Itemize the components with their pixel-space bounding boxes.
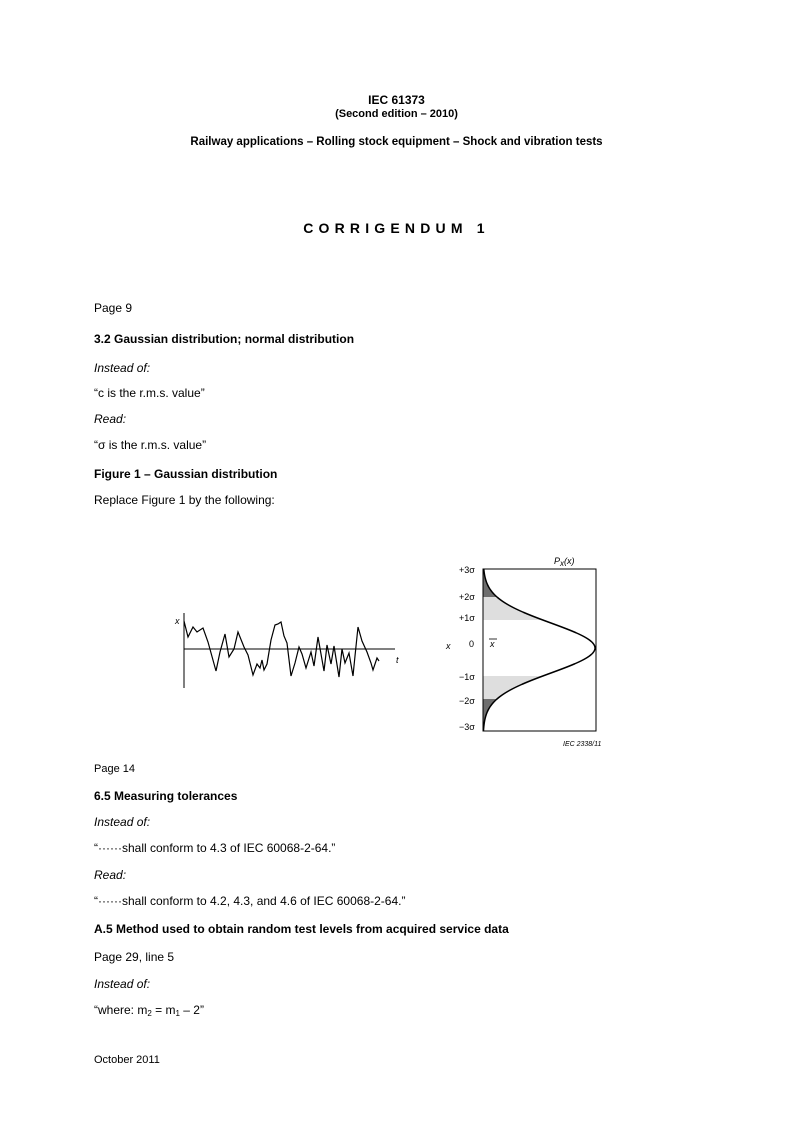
sigma-label-minus1: −1σ <box>459 672 475 682</box>
sigma-label-minus2: −2σ <box>459 696 475 706</box>
signal-axis-t-label: t <box>396 655 399 665</box>
read-text-2: “······shall conform to 4.2, 4.3, and 4.6 of IEC 60068-2-64.” <box>94 894 406 908</box>
distribution-frame <box>483 569 596 731</box>
section-heading-3-2: 3.2 Gaussian distribution; normal distribution <box>94 332 355 346</box>
gaussian-curve <box>483 569 595 731</box>
dist-axis-x-label: x <box>446 641 451 651</box>
instead-text: “c is the r.m.s. value” <box>94 386 205 400</box>
sigma-label-plus2: +2σ <box>459 592 475 602</box>
figure-heading: Figure 1 – Gaussian distribution <box>94 467 278 481</box>
instead-label-3: Instead of: <box>94 977 151 991</box>
read-label: Read: <box>94 412 127 426</box>
distribution-plot <box>445 556 602 748</box>
gaussian-figure <box>0 540 793 755</box>
page-ref-9: Page 9 <box>94 301 133 315</box>
sigma-label-plus1: +1σ <box>459 613 475 623</box>
instead-label-2: Instead of: <box>94 815 151 829</box>
document-title: Railway applications – Rolling stock equipment – Shock and vibration tests <box>190 136 603 148</box>
mean-label: x <box>490 639 495 649</box>
corrigendum-heading: CORRIGENDUM 1 <box>303 220 490 236</box>
signal-axis-x-label: x <box>175 616 180 626</box>
distribution-title: Px(x) <box>554 556 575 568</box>
read-label-2: Read: <box>94 868 127 882</box>
section-heading-6-5: 6.5 Measuring tolerances <box>94 789 238 803</box>
read-text: “σ is the r.m.s. value” <box>94 438 207 452</box>
sigma-label-minus3: −3σ <box>459 722 475 732</box>
random-signal-plot <box>174 613 399 688</box>
shade-upper-dark <box>483 569 497 597</box>
section-heading-a5: A.5 Method used to obtain random test levels from acquired service data <box>94 922 509 936</box>
edition: (Second edition – 2010) <box>335 108 458 120</box>
instead-label: Instead of: <box>94 361 151 375</box>
page-line-ref: Page 29, line 5 <box>94 950 175 964</box>
page-ref-14: Page 14 <box>94 763 135 775</box>
footer-date: October 2011 <box>94 1054 160 1066</box>
sigma-label-zero: 0 <box>469 639 475 649</box>
sigma-label-plus3: +3σ <box>459 565 475 575</box>
figure-instruction: Replace Figure 1 by the following: <box>94 493 275 507</box>
shade-lower-dark <box>483 699 497 731</box>
standard-id: IEC 61373 <box>368 93 425 107</box>
iec-reference: IEC 2338/11 <box>563 741 602 748</box>
instead-text-2: “······shall conform to 4.3 of IEC 60068-2-64.” <box>94 841 336 855</box>
formula-text: “where: $m_2 = m_1 - 2$” <box>94 1003 204 1018</box>
